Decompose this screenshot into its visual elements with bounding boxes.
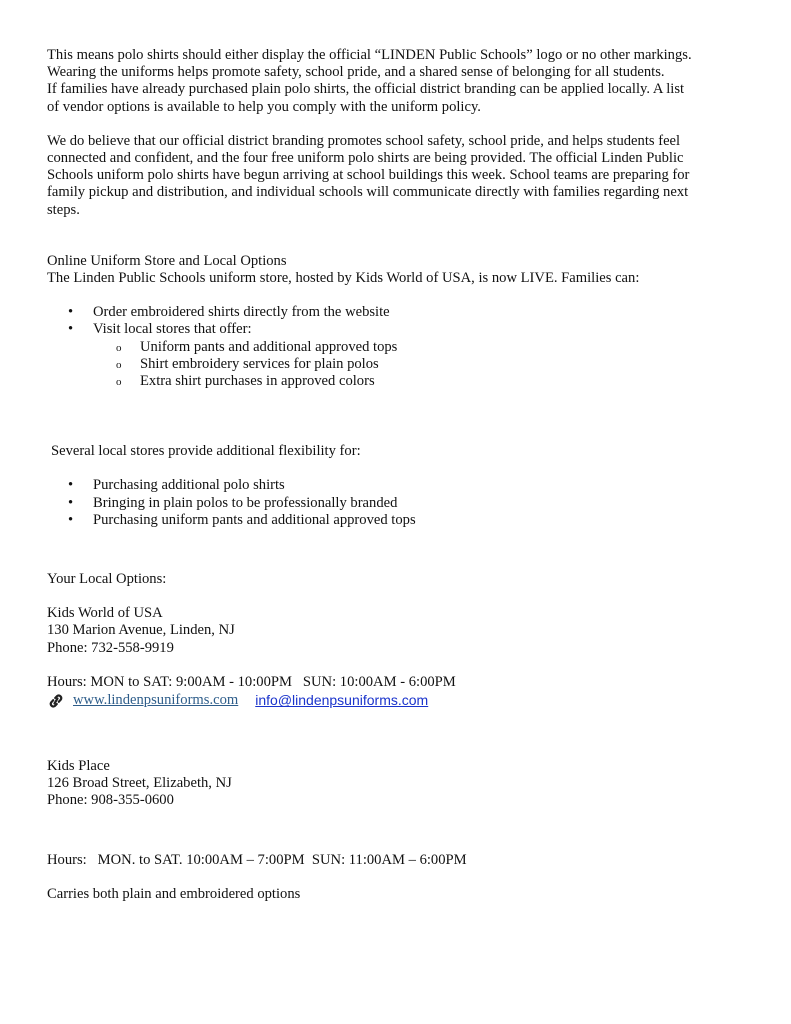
text-line: connected and confident, and the four free uniform polo shirts are being provided. The official Linden Public <box>47 150 684 167</box>
online-store-list <box>47 304 747 338</box>
intro-paragraph-2 <box>47 133 747 219</box>
store-phone: Phone: 732-558-9919 <box>47 639 174 656</box>
list-item: • Purchasing additional polo shirts <box>47 477 747 494</box>
list-item: • Order embroidered shirts directly from the website <box>47 304 747 321</box>
store-name: Kids World of USA <box>47 605 163 622</box>
list-item: • Purchasing uniform pants and additional approved tops <box>47 512 747 529</box>
online-store-intro: The Linden Public Schools uniform store, hosted by Kids World of USA, is now LIVE. Families can: <box>47 270 640 287</box>
text-line: of vendor options is available to help you comply with the uniform policy. <box>47 98 481 115</box>
store-phone: Phone: 908-355-0600 <box>47 792 174 809</box>
store-name: Kids Place <box>47 758 110 775</box>
intro-paragraph-1 <box>47 47 747 116</box>
store-hours: Hours: MON to SAT: 9:00AM - 10:00PM SUN: 10:00AM - 6:00PM <box>47 673 456 690</box>
local-store-offer-list <box>47 339 747 391</box>
list-item: • Bringing in plain polos to be professionally branded <box>47 495 747 512</box>
text-line: We do believe that our official district branding promotes school safety, school pride, and helps students feel <box>47 132 681 149</box>
local-flexibility-intro: Several local stores provide additional flexibility for: <box>51 443 361 460</box>
document-page <box>47 47 747 903</box>
link-icon <box>47 693 65 709</box>
text-line: If families have already purchased plain polo shirts, the official district branding can be applied locally. A list <box>47 81 685 98</box>
sub-list-item: o Extra shirt purchases in approved colors <box>47 373 747 390</box>
store-kids-place <box>47 758 747 903</box>
list-item: • Visit local stores that offer: <box>47 321 747 338</box>
store-address: 130 Marion Avenue, Linden, NJ <box>47 622 235 639</box>
store-address: 126 Broad Street, Elizabeth, NJ <box>47 775 232 792</box>
text-line: Wearing the uniforms helps promote safety, school pride, and a shared sense of belonging for all students. <box>47 64 665 81</box>
sub-list-item: o Uniform pants and additional approved tops <box>47 339 747 356</box>
online-store-heading: Online Uniform Store and Local Options <box>47 252 287 269</box>
store-note: Carries both plain and embroidered options <box>47 885 301 902</box>
store-hours: Hours: MON. to SAT. 10:00AM – 7:00PM SUN: 11:00AM – 6:00PM <box>47 851 467 868</box>
text-line: family pickup and distribution, and individual schools will communicate directly with families regarding next <box>47 184 689 201</box>
text-line: steps. <box>47 201 80 218</box>
store-links <box>47 691 747 711</box>
text-line: Schools uniform polo shirts have begun arriving at school buildings this week. School teams are preparing for <box>47 167 690 184</box>
email-link[interactable]: info@lindenpsuniforms.com <box>255 692 429 709</box>
store-kids-world <box>47 605 747 711</box>
text-line: This means polo shirts should either display the official “LINDEN Public Schools” logo or no other markings. <box>47 47 692 63</box>
website-link[interactable]: www.lindenpsuniforms.com <box>73 692 239 709</box>
local-options-heading: Your Local Options: <box>47 571 167 588</box>
local-flexibility-list <box>47 477 747 529</box>
sub-list-item: o Shirt embroidery services for plain polos <box>47 356 747 373</box>
